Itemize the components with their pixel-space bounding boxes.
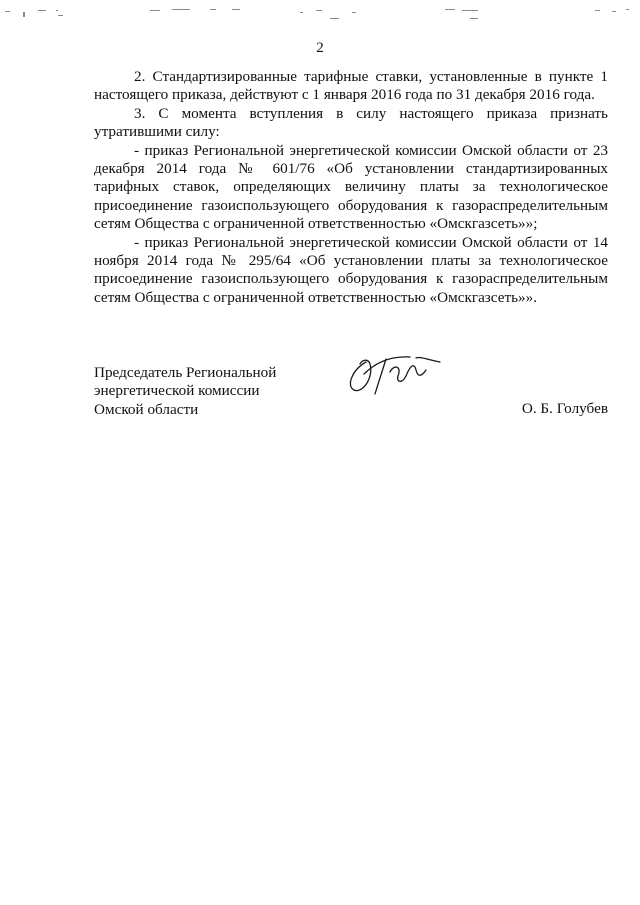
page-number: 2 [316, 40, 324, 56]
signatory-title-line: энергетической комиссии [94, 382, 260, 400]
signatory-title [94, 364, 276, 419]
signatory-name: О. Б. Голубев [521, 400, 608, 417]
signature-block [94, 364, 608, 424]
signatory-title-line: Председатель Региональной [94, 364, 277, 381]
document-body [94, 68, 608, 307]
paragraph-repealed-order-1: - приказ Региональной энергетической комиссии Омской области от 23 декабря 2014 года № 601/76 «Об установлении стандартизированных тарифных ставок, определяющих величину платы за технологическое присоединение газоиспользующего оборудования к газораспределительным сетям Общества с ограниченной ответственностью «Омскгазсеть»»; [94, 141, 608, 233]
scan-artifacts [0, 6, 640, 26]
handwritten-signature [344, 350, 444, 402]
signatory-title-line: Омской области [94, 400, 199, 418]
paragraph-clause-3: 3. С момента вступления в силу настоящего приказа признать утратившими силу: [94, 104, 608, 141]
paragraph-clause-2: 2. Стандартизированные тарифные ставки, установленные в пункте 1 настоящего приказа, действуют с 1 января 2016 года по 31 декабря 2016 года. [94, 68, 608, 104]
paragraph-repealed-order-2: - приказ Региональной энергетической комиссии Омской области от 14 ноября 2014 года № 295/64 «Об установлении платы за технологическое присоединение газоиспользующего оборудования к газораспределительным сетям Общества с ограниченной ответственностью «Омскгазсеть»». [94, 233, 608, 306]
